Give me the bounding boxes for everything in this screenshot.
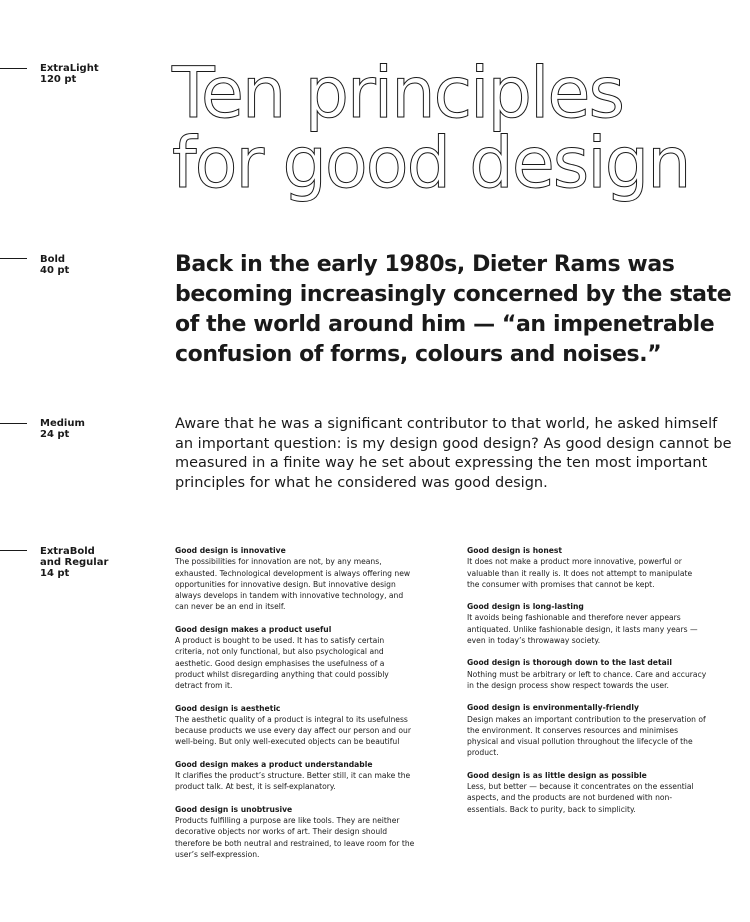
spec-weight: ExtraLight <box>40 63 99 74</box>
principle-body: It clarifies the product’s structure. Better still, it can make the product talk. At best, it is self-explanatory. <box>175 771 411 792</box>
principle-title: Good design is innovative <box>175 546 286 555</box>
principle-item <box>467 601 707 646</box>
principle-body: A product is bought to be used. It has to satisfy certain criteria, not only functional, but also psychological and aesthetic. Good design emphasises the usefulness of a product whilst disregarding anything that could possibly detract from it. <box>175 636 389 691</box>
principle-title: Good design is aesthetic <box>175 703 281 713</box>
page-title <box>172 52 742 204</box>
spec-rule <box>0 423 27 424</box>
principle-body: The possibilities for innovation are not, by any means, exhausted. Technological development is always offering new opportunities for innovative design. But innovative design always develops in tandem with innovative technology, and can never be an end in itself. <box>175 557 411 612</box>
spec-size: 120 pt <box>40 74 77 85</box>
principle-item <box>467 545 707 590</box>
principle-body: Design makes an important contribution to the preservation of the environment. It conserves resources and minimises physical and visual pollution throughout the lifecycle of the product. <box>467 714 706 758</box>
title-line-2: for good design <box>172 122 690 204</box>
spec-weight: Medium <box>40 418 85 429</box>
spec-label <box>40 254 130 276</box>
principles-column-left <box>175 545 415 871</box>
spec-weight-line1: ExtraBold <box>40 546 95 557</box>
principle-item <box>175 804 415 860</box>
principle-title: Good design is environmentally-friendly <box>467 703 639 713</box>
spec-size: 14 pt <box>40 568 70 579</box>
spec-label <box>40 546 130 579</box>
principle-title: Good design is honest <box>467 546 563 555</box>
principle-item <box>175 624 415 692</box>
principle-item <box>467 770 707 815</box>
principle-item <box>175 759 415 793</box>
spec-label <box>40 418 130 440</box>
principle-title: Good design is long-lasting <box>467 602 584 612</box>
principle-title: Good design makes a product understandable <box>175 759 373 769</box>
title-line-1: Ten principles <box>172 52 623 134</box>
spec-weight: Bold <box>40 254 66 265</box>
principle-body: The aesthetic quality of a product is integral to its usefulness because products we use every day affect our person and our well-being. But only well-executed objects can be beautiful <box>175 714 411 747</box>
principle-body: Less, but better — because it concentrates on the essential aspects, and the products are not burdened with non-essentials. Back to purity, back to simplicity. <box>467 782 694 814</box>
intro-medium-paragraph: Aware that he was a significant contributor to that world, he asked himself an important question: is my design good design? As good design cannot be measured in a finite way he set about expressing the ten most important principles for what he considered was good design. <box>175 416 732 491</box>
spec-size: 24 pt <box>40 429 70 440</box>
principle-item <box>175 703 415 748</box>
spec-weight-line2: and Regular <box>40 557 109 568</box>
principle-item <box>467 702 707 758</box>
principle-title: Good design makes a product useful <box>175 624 332 634</box>
spec-rule <box>0 258 27 259</box>
principle-title: Good design is as little design as possible <box>467 770 647 780</box>
principle-body: It does not make a product more innovative, powerful or valuable than it really is. It does not attempt to manipulate the consumer with promises that cannot be kept. <box>467 557 693 589</box>
principle-body: Nothing must be arbitrary or left to chance. Care and accuracy in the design process show respect towards the user. <box>467 669 707 690</box>
intro-bold-paragraph: Back in the early 1980s, Dieter Rams was becoming increasingly concerned by the state of the world around him — “an impenetrable confusion of forms, colours and noises.” <box>175 252 732 367</box>
principle-title: Good design is thorough down to the last detail <box>467 658 672 668</box>
principle-body: It avoids being fashionable and therefore never appears antiquated. Unlike fashionable design, it lasts many years — even in today’s throwaway society. <box>467 613 698 646</box>
spec-size: 40 pt <box>40 265 70 276</box>
spec-rule <box>0 68 27 69</box>
spec-rule <box>0 550 27 551</box>
principle-item <box>175 545 415 613</box>
spec-label <box>40 63 130 85</box>
principles-column-right <box>467 545 707 826</box>
principle-title: Good design is unobtrusive <box>175 804 293 814</box>
principle-item <box>467 657 707 691</box>
principle-body: Products fulfilling a purpose are like tools. They are neither decorative objects nor works of art. Their design should therefore be both neutral and restrained, to leave room for the user’s self-expression. <box>175 815 415 859</box>
